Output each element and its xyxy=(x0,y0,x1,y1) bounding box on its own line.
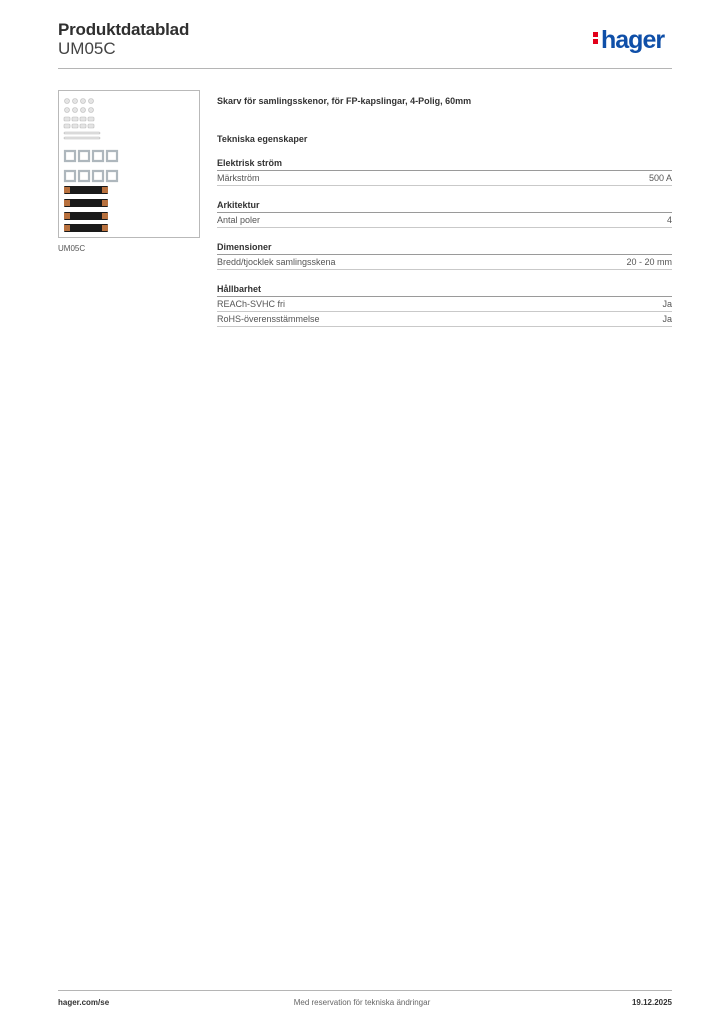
spec-section xyxy=(217,96,672,327)
spec-value: 20 - 20 mm xyxy=(626,257,672,267)
spec-value: Ja xyxy=(662,314,672,324)
spec-label: Bredd/tjocklek samlingsskena xyxy=(217,257,336,267)
spec-label: REACh-SVHC fri xyxy=(217,299,286,309)
logo-text: hager xyxy=(601,26,665,54)
busbar-kit-illustration xyxy=(59,91,199,237)
logo-dots-icon xyxy=(593,30,599,46)
spec-label: Märkström xyxy=(217,173,260,183)
spec-row xyxy=(217,255,672,270)
group-title: Dimensioner xyxy=(217,242,672,255)
spec-label: Antal poler xyxy=(217,215,261,225)
spec-row xyxy=(217,213,672,228)
footer-notice: Med reservation för tekniska ändringar xyxy=(293,998,431,1007)
group-title: Arkitektur xyxy=(217,200,672,213)
tech-heading: Tekniska egenskaper xyxy=(217,134,308,144)
spec-value: 500 A xyxy=(648,173,672,183)
product-code: UM05C xyxy=(58,39,116,58)
footer-divider xyxy=(58,990,672,991)
footer-date: 19.12.2025 xyxy=(631,998,672,1007)
spec-row xyxy=(217,171,672,186)
group-title: Elektrisk ström xyxy=(217,158,672,171)
group-title: Hållbarhet xyxy=(217,284,672,297)
spec-value: 4 xyxy=(666,215,672,225)
product-description: Skarv för samlingsskenor, för FP-kapslingar, 4-Polig, 60mm xyxy=(217,96,472,106)
header-divider xyxy=(58,68,672,69)
page-title: Produktdatablad xyxy=(58,20,190,39)
product-image xyxy=(58,90,200,238)
image-caption: UM05C xyxy=(58,244,86,253)
spec-label: RoHS-överensstämmelse xyxy=(217,314,320,324)
spec-value: Ja xyxy=(662,299,672,309)
hager-logo[interactable] xyxy=(593,28,664,53)
footer-website-link[interactable]: hager.com/se xyxy=(58,998,110,1007)
spec-row xyxy=(217,297,672,312)
spec-row xyxy=(217,312,672,327)
